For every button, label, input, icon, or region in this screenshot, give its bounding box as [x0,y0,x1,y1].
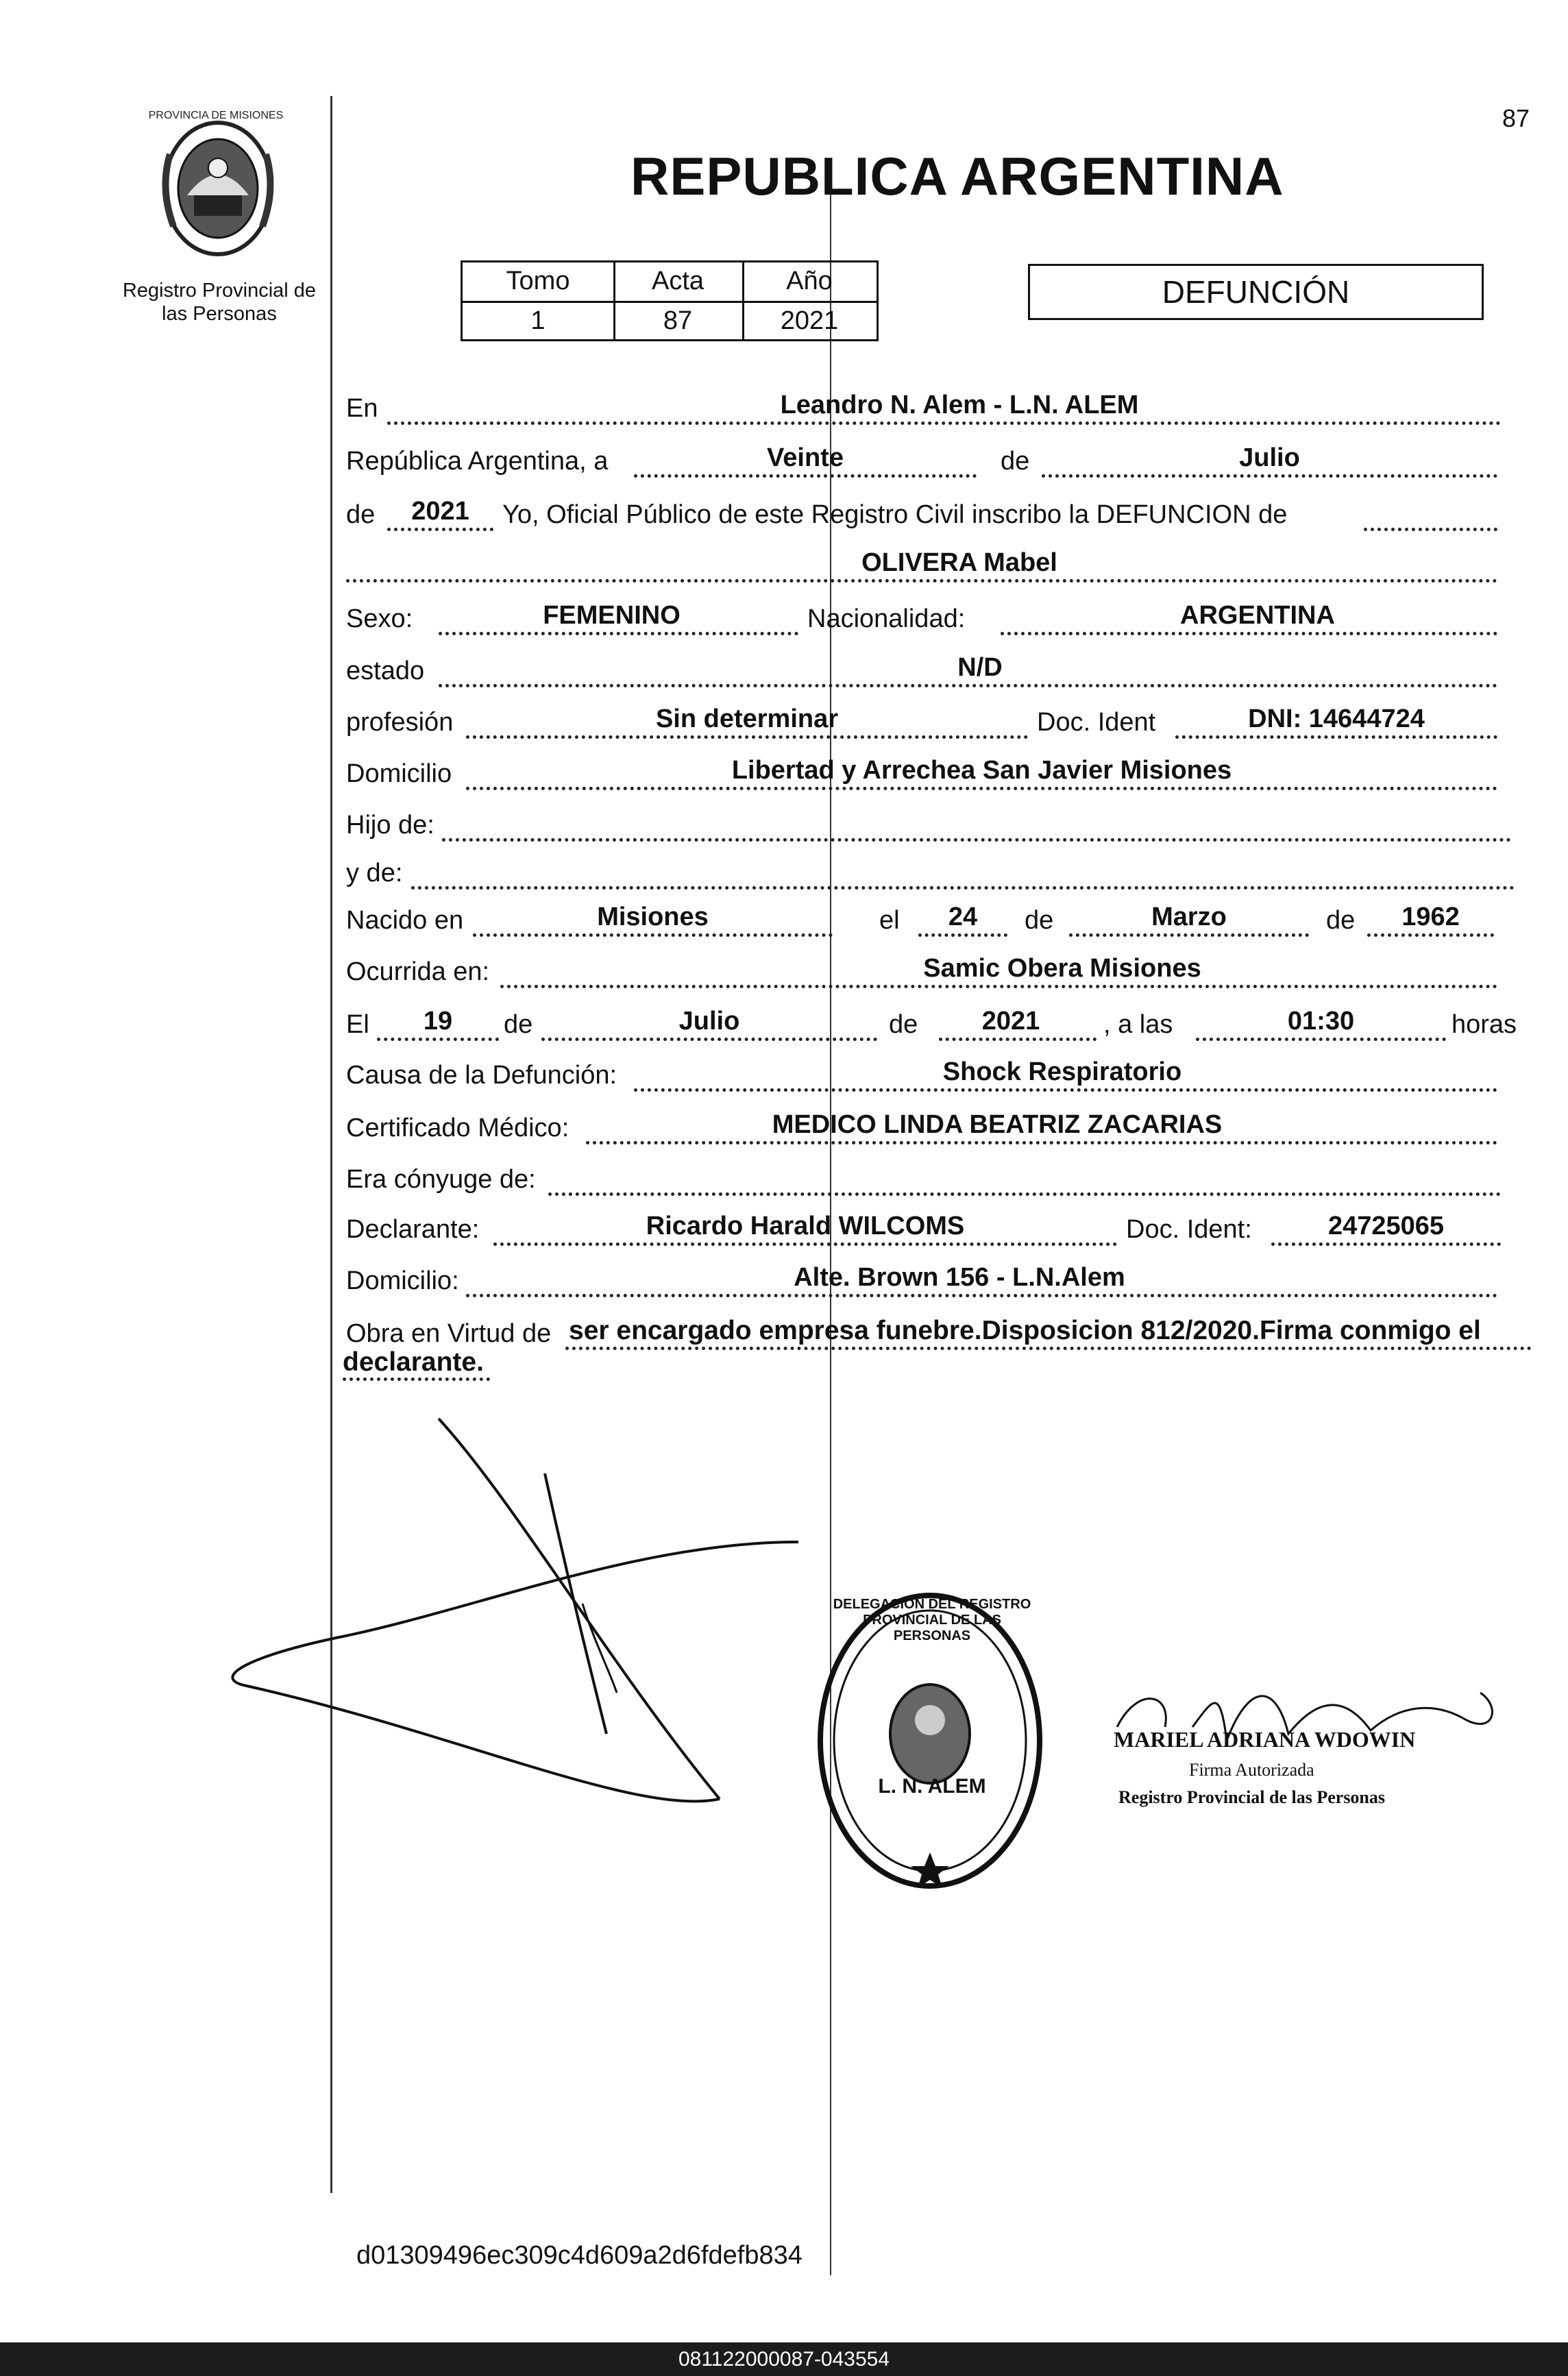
death-month: Julio [678,1007,740,1036]
year-dots [387,528,493,531]
birth-month-dots [1069,933,1309,937]
birth-month: Marzo [1151,903,1227,931]
en-value: Leandro N. Alem - L.N. ALEM [780,391,1139,419]
hijo-label: Hijo de: [346,811,434,840]
death-year: 2021 [981,1007,1040,1036]
doc-ident-dots [1175,735,1497,739]
declarant-signature [226,1405,816,1830]
certificado-value: MEDICO LINDA BEATRIZ ZACARIAS [772,1110,1223,1139]
horas-label: horas [1451,1010,1517,1039]
seal-location: L. N. ALEM [878,1775,986,1798]
nacido-label: Nacido en [346,906,464,935]
obra-dots-1 [565,1347,1532,1350]
estado-label: estado [346,657,425,685]
causa-value: Shock Respiratorio [942,1057,1182,1086]
el-label: el [879,906,900,935]
death-month-dots [541,1038,877,1041]
emblem-text: PROVINCIA DE MISIONES [148,110,284,121]
conyuge-dots [548,1192,1501,1196]
estado-dots [439,684,1497,687]
deceased-name: OLIVERA Mabel [861,548,1057,577]
decl-doc-value: 24725065 [1327,1212,1445,1240]
sexo-label: Sexo: [346,604,413,633]
oficial-text: Yo, Oficial Público de este Registro Civil inscribo la DEFUNCION de [502,500,1288,529]
left-margin-rule [330,96,332,2193]
death-day-dots [377,1038,499,1041]
day-dots [634,474,977,478]
domicilio2-dots [466,1294,1497,1297]
nacido-dots [473,933,833,937]
table-value-tomo: 1 [530,306,546,335]
death-day: 19 [423,1007,453,1036]
table-value-ano: 2021 [780,306,839,335]
official-name: MARIEL ADRIANA WDOWIN [1114,1727,1416,1752]
page-title: REPUBLICA ARGENTINA [630,146,1284,206]
obra-value-line2: declarante. [343,1347,484,1377]
registry-line-2: las Personas [162,303,277,325]
table-header-tomo: Tomo [506,267,570,295]
ocurrida-dots [500,985,1497,988]
month-value: Julio [1239,443,1300,472]
death-time: 01:30 [1287,1007,1355,1036]
nacionalidad-label: Nacionalidad: [807,604,966,633]
obra-value-line1: ser encargado empresa funebre.Disposicion 812/2020.Firma conmigo el [569,1316,1481,1345]
death-year-dots [939,1038,1097,1041]
domicilio-dots [466,787,1497,790]
year-value: 2021 [411,497,469,526]
birth-year: 1962 [1401,903,1460,931]
birth-day: 24 [948,903,978,931]
causa-label: Causa de la Defunción: [346,1061,617,1090]
yde-label: y de: [346,859,403,887]
en-label: En [346,394,378,423]
domicilio2-label: Domicilio: [346,1266,459,1295]
birth-year-dots [1367,933,1494,937]
name-dots [346,579,1497,583]
province-emblem-icon [149,113,286,264]
doc-ident-label: Doc. Ident [1037,708,1156,737]
profesion-value: Sin determinar [655,705,839,733]
birth-de2-label: de [1326,906,1356,935]
domicilio2-value: Alte. Brown 156 - L.N.Alem [794,1263,1125,1292]
official-registry: Registro Provincial de las Personas [1118,1787,1386,1807]
doc-ident-value: DNI: 14644724 [1248,705,1425,733]
causa-dots [634,1088,1497,1092]
yde-dots [411,886,1515,890]
table-header-ano: Año [786,267,833,295]
declarante-label: Declarante: [346,1215,480,1244]
death-time-dots [1196,1038,1446,1041]
certificado-label: Certificado Médico: [346,1114,569,1142]
alas-label: , a las [1103,1010,1173,1039]
en-dots [387,421,1501,425]
seal-text: DELEGACION DEL REGISTRO PROVINCIAL DE LAS PERSONAS [833,1597,1031,1643]
decl-doc-dots [1271,1242,1501,1246]
page-number: 87 [1502,104,1530,132]
domicilio-label: Domicilio [346,759,452,788]
table-value-acta: 87 [663,306,693,335]
official-title: Firma Autorizada [1189,1760,1314,1780]
de-label: de [1001,447,1030,476]
nacido-value: Misiones [597,903,709,931]
declarante-value: Ricardo Harald WILCOMS [646,1212,965,1240]
nacionalidad-dots [1001,632,1497,635]
republica-label: República Argentina, a [346,447,609,476]
table-header-acta: Acta [651,267,705,295]
birth-day-dots [918,933,1007,937]
certificado-dots [586,1141,1497,1144]
decl-doc-label: Doc. Ident: [1126,1215,1252,1244]
declarante-dots [493,1242,1117,1246]
footer-id-bar: 081122000087-043554 [0,2342,1568,2376]
conyuge-label: Era cónyuge de: [346,1165,536,1194]
domicilio-value: Libertad y Arrechea San Javier Misiones [731,756,1232,785]
death-de2-label: de [889,1010,918,1039]
month-dots [1042,474,1497,478]
death-de1-label: de [504,1010,533,1039]
hash-code: d01309496ec309c4d609a2d6fdefb834 [356,2241,803,2270]
obra-dots-2 [343,1377,490,1381]
hijo-dots [442,838,1511,842]
profesion-dots [466,735,1028,739]
document-type-box: DEFUNCIÓN [1028,264,1484,320]
estado-value: N/D [957,653,1003,682]
birth-de1-label: de [1025,906,1054,935]
ocurrida-label: Ocurrida en: [346,957,490,986]
nacionalidad-value: ARGENTINA [1180,601,1335,630]
sexo-value: FEMENINO [543,601,681,630]
ocurrida-value: Samic Obera Misiones [923,954,1201,983]
el2-label: El [346,1010,369,1039]
obra-label: Obra en Virtud de [346,1319,552,1348]
year-prefix-label: de [346,500,376,529]
profesion-label: profesión [346,708,454,737]
day-value: Veinte [767,443,844,472]
record-table [461,260,879,341]
oficial-dots [1364,528,1497,531]
registry-line-1: Registro Provincial de [122,280,317,302]
sexo-dots [439,632,798,635]
